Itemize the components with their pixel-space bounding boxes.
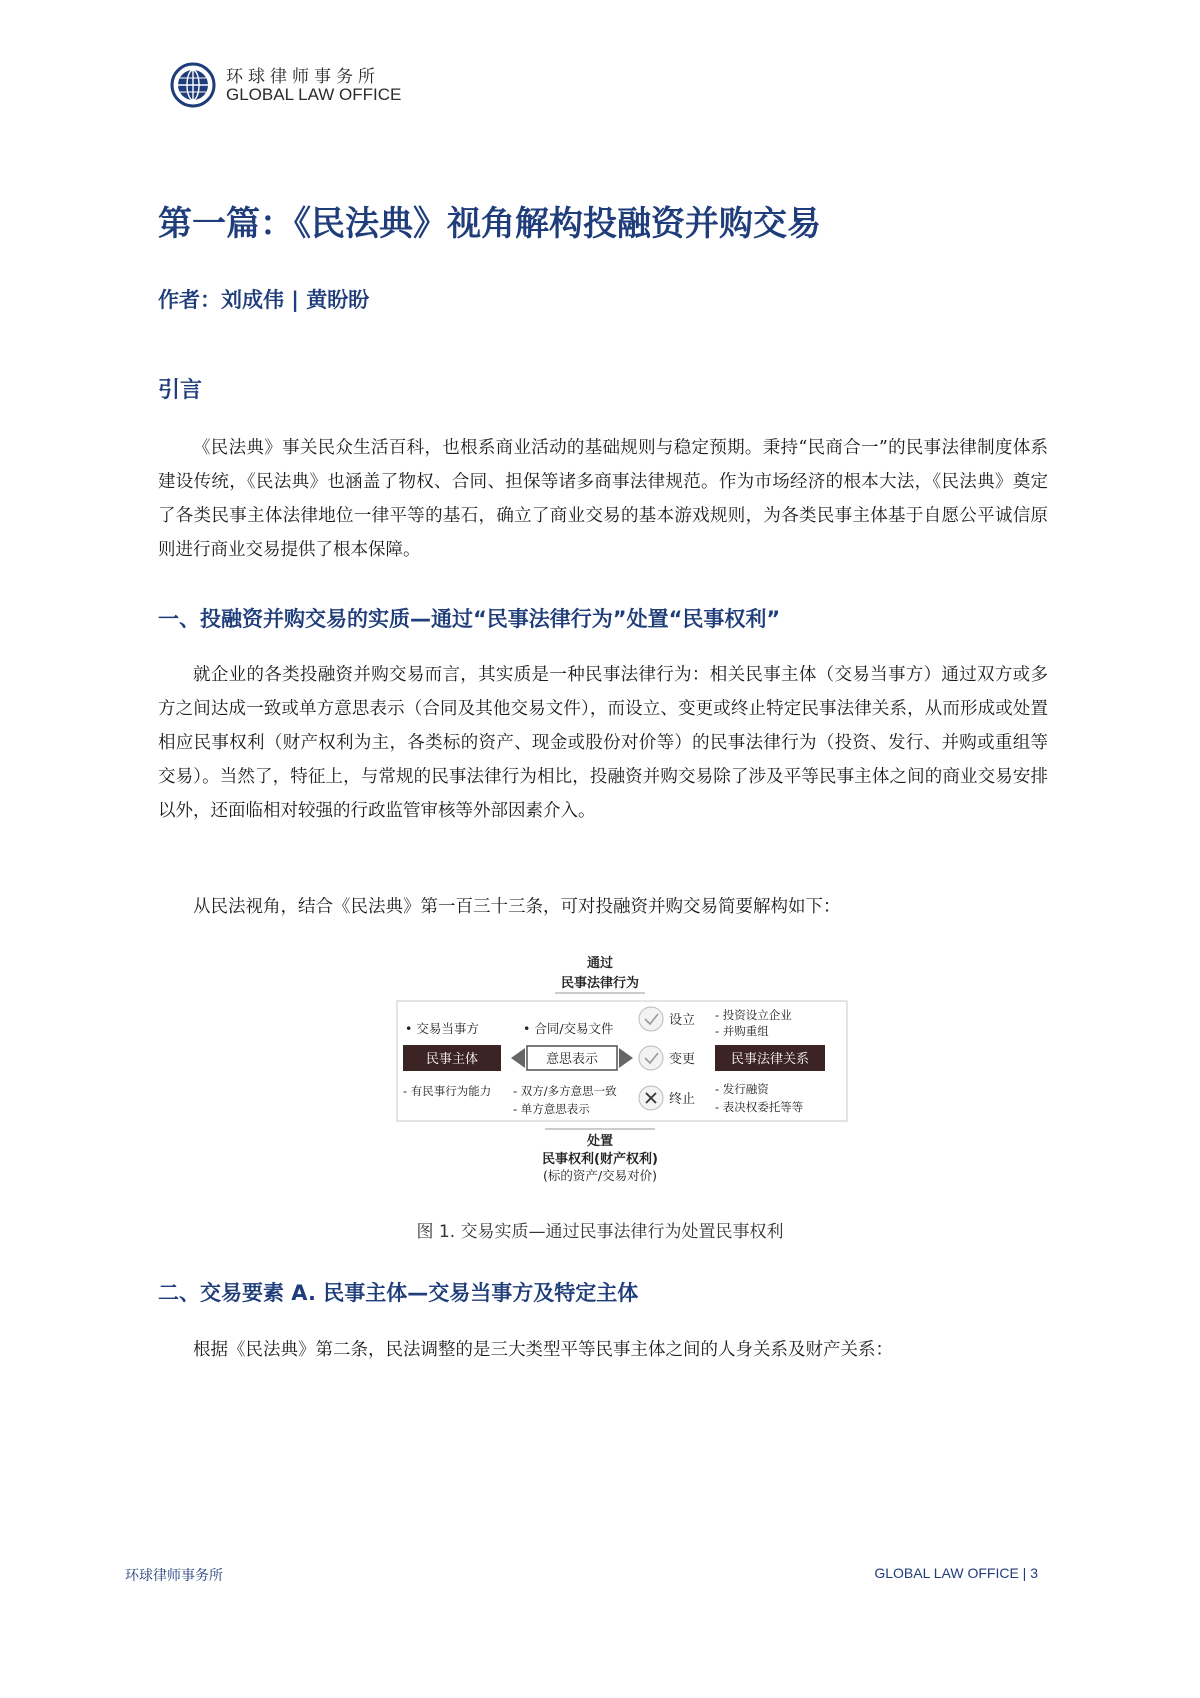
logo-english-name: GLOBAL LAW OFFICE: [226, 85, 402, 104]
intro-paragraph: 《民法典》事关民众生活百科，也根系商业活动的基础规则与稳定预期。秉持“民商合一”的民事法律制度体系建设传统，《民法典》也涵盖了物权、合同、担保等诸多商事法律规范。作为市场经济的根本大法，《民法典》奠定了各类民事主体法律地位一律平等的基石，确立了商业交易的基本游戏规则，为各类民事主体基于自愿公平诚信原则进行商业交易提供了根本保障。: [158, 438, 1048, 560]
globe-icon: [170, 62, 216, 108]
figure-caption: 图 1. 交易实质—通过民事法律行为处置民事权利: [416, 1222, 784, 1242]
intro-heading: 引言: [158, 378, 203, 403]
section2-paragraph: 根据《民法典》第二条，民法调整的是三大类型平等民事主体之间的人身关系及财产关系：: [193, 1340, 893, 1360]
diagram-mid-arrow-left: [511, 1048, 525, 1068]
document-title: 第一篇：《民法典》视角解构投融资并购交易: [158, 204, 821, 244]
diagram-top-line2: 民事法律行为: [560, 976, 640, 991]
check-icon: [639, 1046, 663, 1070]
diagram-left-box-label: 民事主体: [425, 1052, 479, 1067]
check-icon: [639, 1007, 663, 1031]
diagram-right-top1: - 投资设立企业: [715, 1008, 792, 1022]
footer-page-number: GLOBAL LAW OFFICE | 3: [874, 1565, 1038, 1581]
diagram-mid-bullet: • 合同/交易文件: [523, 1021, 614, 1036]
diagram-mid-arrow-right: [619, 1048, 633, 1068]
diagram-right-sub2: - 表决权委托等等: [715, 1100, 804, 1114]
footer-firm-name: 环球律师事务所: [125, 1568, 223, 1584]
diagram-bottom-line2: 民事权利(财产权利): [542, 1152, 658, 1167]
diagram-bottom-line1: 处置: [586, 1134, 614, 1149]
section1-paragraph2: 从民法视角，结合《民法典》第一百三十三条，可对投融资并购交易简要解构如下：: [193, 897, 841, 917]
logo-chinese-name: 环球律师事务所: [226, 67, 380, 87]
transaction-diagram: [395, 953, 850, 1183]
diagram-action2: 变更: [669, 1052, 696, 1067]
diagram-mid-sub2: - 单方意思表示: [513, 1102, 590, 1116]
diagram-left-bullet: • 交易当事方: [405, 1021, 479, 1036]
section1-heading: 一、投融资并购交易的实质—通过“民事法律行为”处置“民事权利”: [158, 607, 781, 631]
section1-paragraph1: 就企业的各类投融资并购交易而言，其实质是一种民事法律行为：相关民事主体（交易当事方）通过双方或多方之间达成一致或单方意思表示（合同及其他交易文件），而设立、变更或终止特定民事法律关系，从而形成或处置相应民事权利（财产权利为主，各类标的资产、现金或股份对价等）的民事法律行为（投资、发行、并购或重组等交易）。当然了，特征上，与常规的民事法律行为相比，投融资并购交易除了涉及平等民事主体之间的商业交易安排以外，还面临相对较强的行政监管审核等外部因素介入。: [158, 665, 1048, 821]
logo: [170, 60, 430, 110]
diagram-left-sub: - 有民事行为能力: [403, 1084, 492, 1098]
diagram-action3: 终止: [669, 1092, 696, 1107]
authors: 作者：刘成伟 | 黄盼盼: [158, 288, 370, 312]
diagram-top-line1: 通过: [586, 956, 614, 971]
diagram-right-sub1: - 发行融资: [715, 1082, 769, 1096]
diagram-action1: 设立: [669, 1013, 696, 1028]
section2-heading: 二、交易要素 A. 民事主体—交易当事方及特定主体: [158, 1281, 639, 1305]
diagram-right-top2: - 并购重组: [715, 1024, 769, 1038]
diagram-bottom-line3: (标的资产/交易对价): [543, 1168, 657, 1183]
diagram-mid-sub1: - 双方/多方意思一致: [513, 1084, 617, 1098]
diagram-mid-box-label: 意思表示: [545, 1052, 599, 1067]
diagram-right-box-label: 民事法律关系: [730, 1052, 810, 1067]
